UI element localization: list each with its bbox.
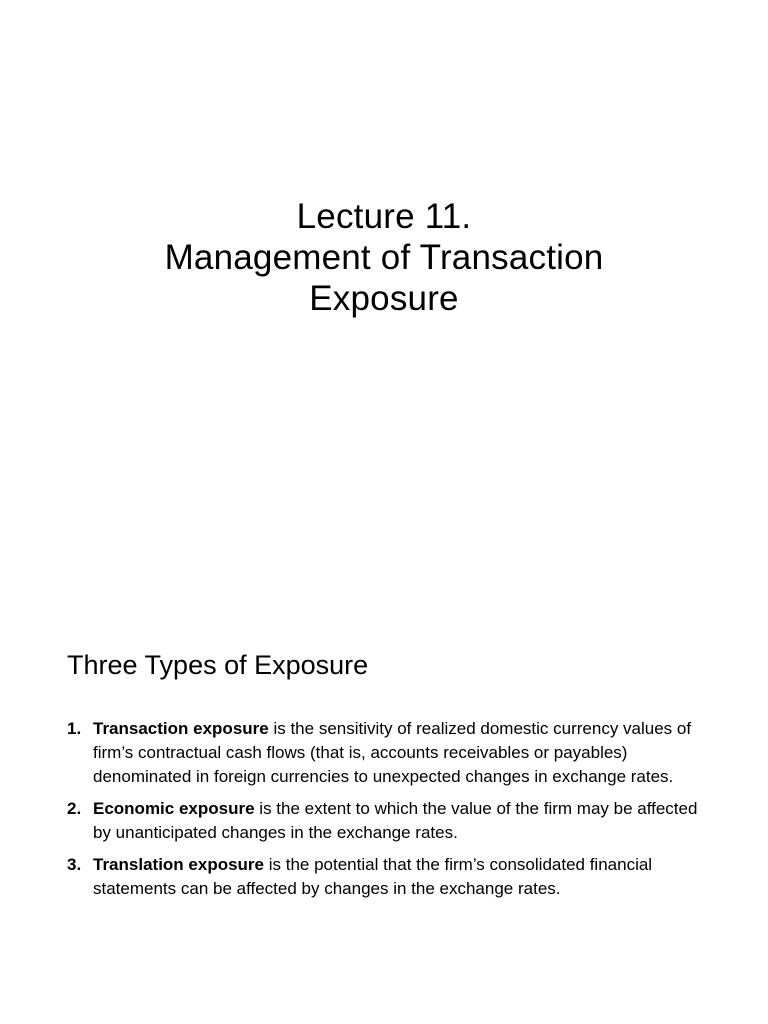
list-term: Translation exposure	[93, 855, 264, 874]
list-number: 1.	[67, 719, 82, 738]
title-line-2: Management of Transaction	[164, 238, 604, 277]
list-item-transaction-exposure	[67, 717, 707, 789]
list-number: 2.	[67, 799, 82, 818]
list-description: is the sensitivity of realized domestic currency values of firm’s contractual cash flows (that is, accounts receivables or payables) denominated in foreign currencies to unexpected changes in exchange rates.	[93, 719, 692, 786]
lecture-title	[40, 196, 728, 319]
section-heading: Three Types of Exposure	[67, 650, 369, 680]
list-term: Economic exposure	[93, 799, 255, 818]
list-number: 3.	[67, 855, 82, 874]
title-line-3: Exposure	[309, 279, 459, 318]
exposure-types-list	[67, 717, 707, 909]
content-slide	[0, 512, 768, 1024]
list-description: is the potential that the firm’s consolidated financial statements can be affected by changes in the exchange rates.	[93, 855, 653, 898]
list-item-translation-exposure	[67, 853, 707, 901]
title-line-1: Lecture 11.	[296, 197, 472, 236]
list-term: Transaction exposure	[93, 719, 269, 738]
list-description: is the extent to which the value of the firm may be affected by unanticipated changes in the exchange rates.	[93, 799, 698, 842]
list-item-economic-exposure	[67, 797, 707, 845]
